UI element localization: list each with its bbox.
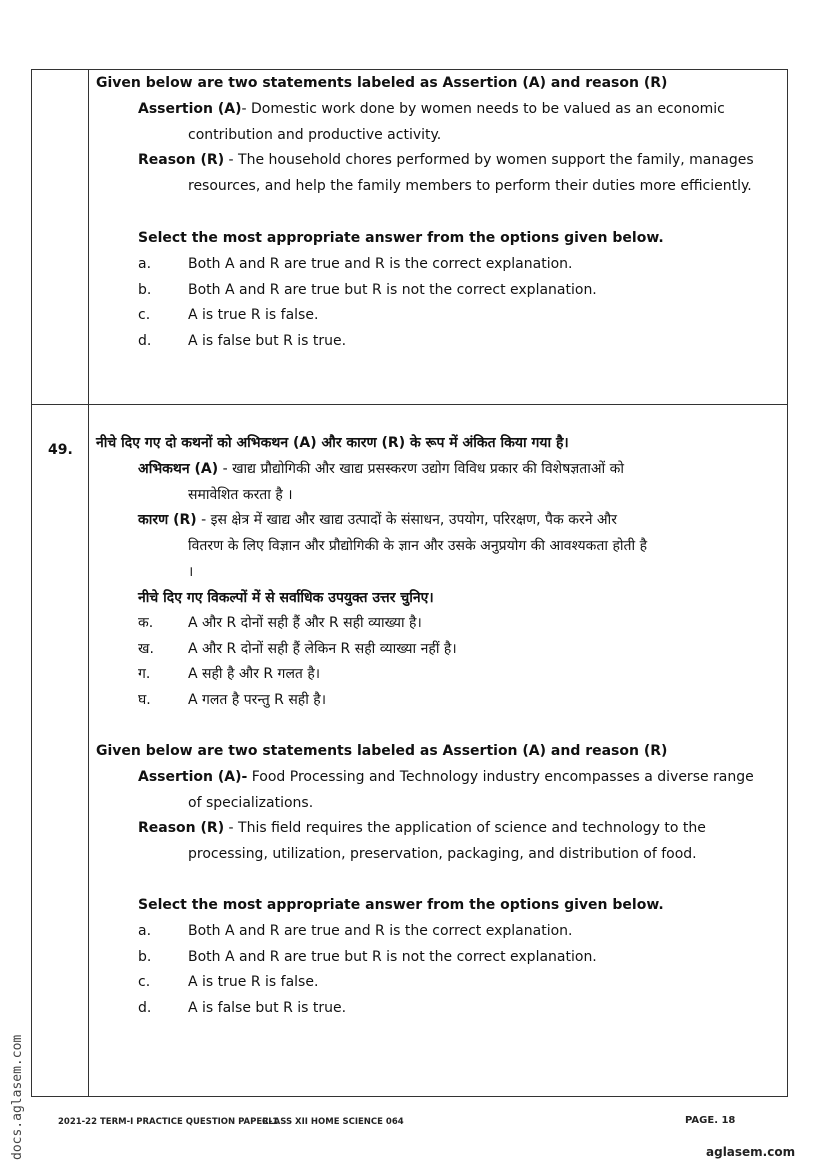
block2-option-text: Both A and R are true and R is the correct explanation. <box>188 923 573 939</box>
block2-option-label: b. <box>138 949 152 965</box>
hindi-reason-label: कारण (R) <box>138 512 197 528</box>
block1-option-label: b. <box>138 282 152 298</box>
block1-option-text: A is true R is false. <box>188 307 319 323</box>
block1-reason-text: - The household chores performed by women support the family, manages <box>224 152 754 168</box>
block2-assertion <box>138 767 754 787</box>
block1-assertion-cont: contribution and productive activity. <box>188 127 442 143</box>
hindi-assertion-label: अभिकथन (A) <box>138 461 219 477</box>
block2-assertion-text: Food Processing and Technology industry encompasses a diverse range <box>247 769 754 785</box>
hindi-reason-end: । <box>188 564 194 580</box>
block1-option-label: c. <box>138 307 151 323</box>
hindi-option-label: क. <box>138 615 154 631</box>
question-table <box>31 69 788 1097</box>
block1-intro: Given below are two statements labeled as Assertion (A) and reason (R) <box>96 75 668 91</box>
page-number: PAGE. 18 <box>685 1115 736 1126</box>
block1-assertion <box>138 99 725 119</box>
hindi-option-label: ग. <box>138 666 151 682</box>
block2-assertion-label: Assertion (A)- <box>138 769 248 785</box>
block2-select: Select the most appropriate answer from the options given below. <box>138 897 664 913</box>
hindi-select: नीचे दिए गए विकल्पों में से सर्वाधिक उपयुक्त उत्तर चुनिए। <box>138 590 434 606</box>
block2-intro: Given below are two statements labeled as Assertion (A) and reason (R) <box>96 743 668 759</box>
block1-assertion-text: - Domestic work done by women needs to be valued as an economic <box>241 101 725 117</box>
block2-reason-text: - This field requires the application of science and technology to the <box>224 820 706 836</box>
watermark: docs.aglasem.com <box>10 1034 25 1160</box>
block1-option-label: d. <box>138 333 152 349</box>
row-divider <box>31 404 788 405</box>
column-divider <box>88 69 89 1097</box>
question-number: 49. <box>48 442 73 458</box>
block2-option-text: A is true R is false. <box>188 974 319 990</box>
hindi-reason <box>138 510 617 530</box>
block1-reason-label: Reason (R) <box>138 152 225 168</box>
hindi-assertion-cont: समावेशित करता है । <box>188 487 293 503</box>
hindi-assertion <box>138 459 624 479</box>
block1-select: Select the most appropriate answer from the options given below. <box>138 230 664 246</box>
block1-assertion-label: Assertion (A) <box>138 101 242 117</box>
hindi-reason-cont: वितरण के लिए विज्ञान और प्रौद्योगिकी के ज्ञान और उसके अनुप्रयोग की आवश्यकता होती है <box>188 538 648 554</box>
block2-assertion-cont: of specializations. <box>188 795 314 811</box>
block2-reason-label: Reason (R) <box>138 820 225 836</box>
hindi-option-text: A और R दोनों सही हैं और R सही व्याख्या है। <box>188 615 422 631</box>
block1-option-text: Both A and R are true and R is the correct explanation. <box>188 256 573 272</box>
hindi-reason-text: - इस क्षेत्र में खाद्य और खाद्य उत्पादों के संसाधन, उपयोग, परिरक्षण, पैक करने और <box>196 512 617 528</box>
hindi-option-label: ख. <box>138 641 154 657</box>
block2-reason-cont: processing, utilization, preservation, packaging, and distribution of food. <box>188 846 697 862</box>
hindi-option-text: A गलत है परन्तु R सही है। <box>188 692 327 708</box>
hindi-assertion-text: - खाद्य प्रौद्योगिकी और खाद्य प्रसस्करण उद्योग विविध प्रकार की विशेषज्ञताओं को <box>218 461 625 477</box>
block2-reason <box>138 818 706 838</box>
block1-option-label: a. <box>138 256 152 272</box>
block2-option-label: c. <box>138 974 151 990</box>
hindi-option-label: घ. <box>138 692 151 708</box>
footer-class: CLASS XII HOME SCIENCE 064 <box>262 1117 404 1127</box>
block1-option-text: A is false but R is true. <box>188 333 347 349</box>
hindi-option-text: A सही है और R गलत है। <box>188 666 321 682</box>
block1-option-text: Both A and R are true but R is not the correct explanation. <box>188 282 597 298</box>
hindi-intro: नीचे दिए गए दो कथनों को अभिकथन (A) और कारण (R) के रूप में अंकित किया गया है। <box>96 435 569 451</box>
block1-reason <box>138 150 754 170</box>
block2-option-label: a. <box>138 923 152 939</box>
block2-option-label: d. <box>138 1000 152 1016</box>
block1-reason-cont: resources, and help the family members to perform their duties more efficiently. <box>188 178 752 194</box>
hindi-option-text: A और R दोनों सही हैं लेकिन R सही व्याख्या नहीं है। <box>188 641 457 657</box>
brand-link[interactable]: aglasem.com <box>706 1145 796 1159</box>
footer-paper: 2021-22 TERM-I PRACTICE QUESTION PAPER-1 <box>58 1117 279 1127</box>
block2-option-text: A is false but R is true. <box>188 1000 347 1016</box>
block2-option-text: Both A and R are true but R is not the correct explanation. <box>188 949 597 965</box>
